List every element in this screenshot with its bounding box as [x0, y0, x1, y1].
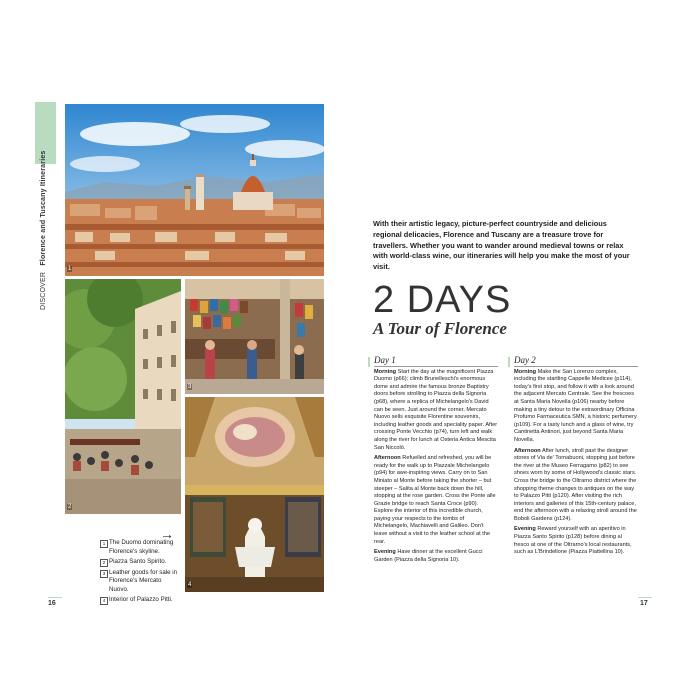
itinerary-subtitle: A Tour of Florence [373, 319, 507, 338]
page-number-rule [48, 597, 62, 598]
photo-number: 3 [188, 384, 192, 390]
day-1-evening [374, 549, 498, 564]
caption-item [100, 569, 182, 595]
caption-text: Leather goods for sale in Florence's Mercato Nuovo. [109, 568, 178, 593]
afternoon-text: Refuelled and refreshed, you will be ready for the walk up to Piazzale Michelangelo (p94) for awe-inspiring views. Carry on to San Miniato al Monte before taking the shorter – but steeper – Salita al Monte back down the hill, stopping at the rose garden. Cross the Ponte alle Grazie bridge to reach Santa Croce (p90). Explore the interior of this incredible church, paying your respects to the tombs of Michelangelo, Machiavelli and Galileo. Don't leave without a visit to the leather school at the rear. [374, 455, 496, 545]
page-number-rule [638, 597, 652, 598]
caption-number: 1 [100, 540, 108, 548]
photo-mercato-nuovo [185, 279, 324, 394]
caption-text: Piazza Santo Spirito. [109, 558, 167, 565]
caption-item [100, 539, 182, 556]
day-accent-bar [508, 357, 510, 367]
itinerary-title: 2 DAYS [373, 279, 512, 321]
section-label [40, 150, 54, 310]
day-2-column [514, 357, 638, 560]
day-1-heading: Day 1 [374, 357, 498, 367]
page-number-right: 17 [640, 600, 648, 607]
day-1-morning [374, 369, 498, 453]
photo-captions [100, 539, 182, 607]
day-2-evening [514, 526, 638, 556]
evening-text: Reward yourself with an aperitivo in Piazza Santo Spirito (p128) before dining al fresco at one of the Oltrarno's local restaurants, such as L'Brindellone (Piazza Piattellina 10). [514, 526, 632, 556]
photo-duomo-skyline [65, 104, 324, 276]
caption-text: Interior of Palazzo Pitti. [109, 596, 173, 603]
photo-piazza-santo-spirito [65, 279, 181, 514]
afternoon-text: After lunch, stroll past the designer stores of Via de' Tornabuoni, stopping just before the river at the Museo Ferragamo (p82) to see shoes worn by some of Hollywood's classic stars. Cross the bridge to the Oltrarno district where the shopping theme changes to antiques on the way to Palazzo Pitti (p120). After visiting the rich interiors and galleries of this 15th-century palace, end the afternoon with a relaxing stroll around the Boboli Gardens (p124). [514, 447, 637, 522]
caption-item [100, 558, 182, 567]
caption-item [100, 596, 182, 605]
intro-paragraph: With their artistic legacy, picture-perfect countryside and delicious regional delicacies, Florence and Tuscany are a treasure trove for travellers. Whether you want to wander around medieval towns or relax with world-class wine, our itineraries will help you make the most of your visit. [373, 219, 630, 272]
day-2-morning [514, 369, 638, 445]
caption-number: 3 [100, 570, 108, 578]
photo-number: 1 [68, 266, 72, 272]
day-2-afternoon [514, 448, 638, 524]
caption-number: 4 [100, 597, 108, 605]
lead-morning: Morning [514, 368, 537, 375]
morning-text: Make the San Lorenzo complex, including the startling Cappelle Medicee (p114), today's first stop, and follow it with a look around the adjacent Mercato Centrale. See the frescoes at Santa Maria Novella (p106) nearby before making a tiny detour to the extraordinary Officina Profumo Farmaceutica SMN, a historic perfumery (p109). For a tasty lunch and a glass of wine, try Cantinetta Antinori, just beyond Santa Maria Novella. [514, 368, 637, 443]
lead-morning: Morning [374, 368, 397, 375]
lead-afternoon: Afternoon [514, 447, 541, 454]
day-1-column [374, 357, 498, 567]
photo-palazzo-pitti [185, 397, 324, 592]
lead-evening: Evening [514, 526, 536, 533]
page-number-left: 16 [48, 600, 56, 607]
caption-arrow: → [160, 526, 174, 542]
caption-text: The Duomo dominating Florence's skyline. [109, 539, 174, 555]
section-label-text: Florence and Tuscany Itineraries [40, 150, 47, 266]
day-2-heading: Day 2 [514, 357, 638, 367]
evening-text: Have dinner at the excellent Gucci Garden (Piazza della Signoria 10). [374, 549, 483, 563]
section-label-prefix: DISCOVER [40, 271, 47, 310]
day-accent-bar [368, 357, 370, 367]
caption-number: 2 [100, 559, 108, 567]
morning-text: Start the day at the magnificent Piazza Duomo (p66); climb Brunelleschi's enormous dome and admire the famous bronze Baptistry doors before strolling to Piazza della Signoria (p68), where a replica of Michelangelo's David can be seen. Just around the corner, Mercato Nuovo sells exquisite Florentine souvenirs, including leather goods and speciality paper. After crossing Ponte Vecchio (p74), turn left and walk along the river for lunch at Osteria Antica Mescita San Niccolò. [374, 368, 498, 451]
day-1-afternoon [374, 455, 498, 546]
photo-number: 4 [188, 582, 192, 588]
lead-evening: Evening [374, 549, 396, 556]
photo-number: 2 [68, 504, 72, 510]
lead-afternoon: Afternoon [374, 455, 401, 462]
